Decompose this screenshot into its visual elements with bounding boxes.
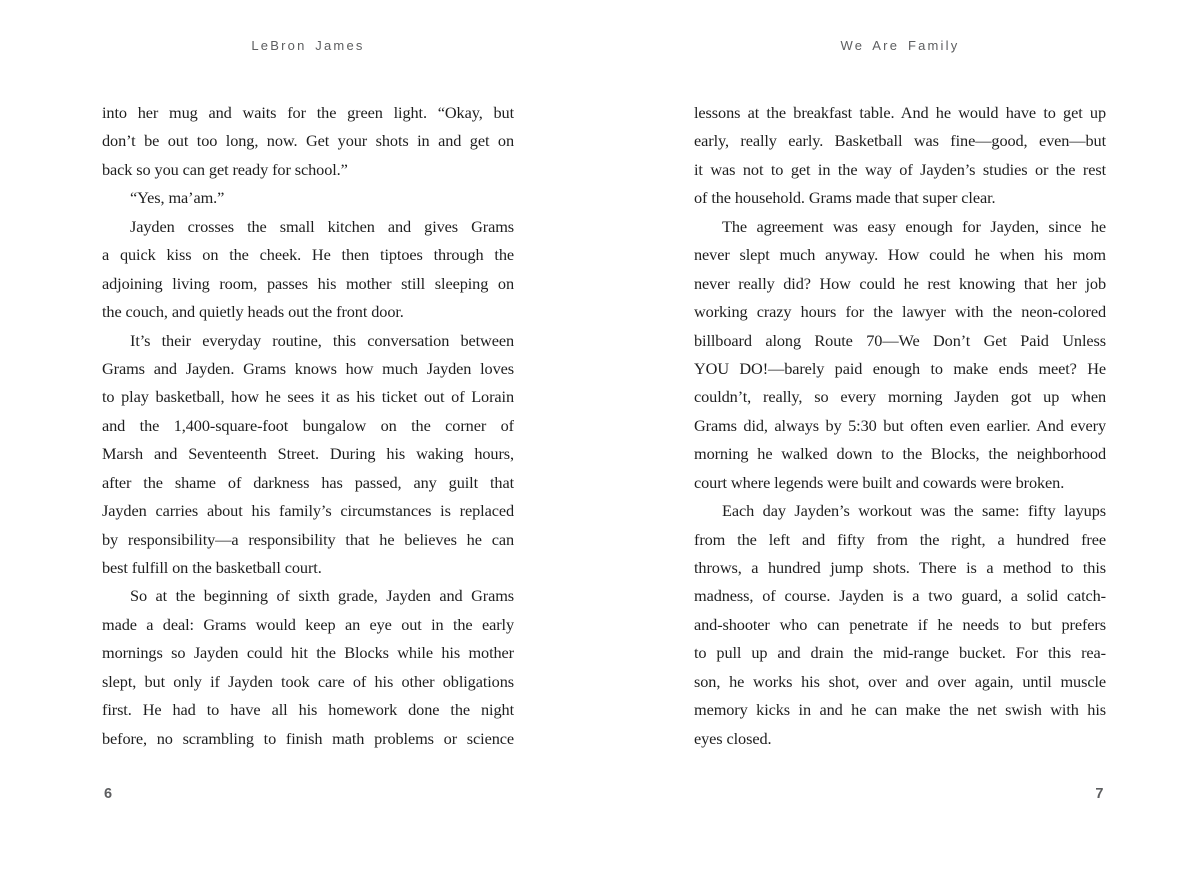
running-header-author: LeBron James [251,38,365,53]
text-line: adjoining living room, passes his mother still sleeping on [102,273,514,293]
text-line: mornings so Jayden could hit the Blocks while his mother [102,643,514,663]
text-line: best fulfill on the basketball court. [102,558,322,577]
text-line: it was not to get in the way of Jayden’s studies or the rest [694,159,1106,179]
text-line: Grams and Jayden. Grams knows how much Jayden loves [102,358,514,378]
text-line: “Yes, ma’am.” [130,188,225,208]
text-line: eyes closed. [694,728,772,748]
paragraph [694,213,1106,497]
text-line: made a deal: Grams would keep an eye out in the early [102,614,514,634]
text-line: and the 1,400-square-foot bungalow on the corner of [102,415,514,435]
text-line: court where legends were built and cowards were broken. [694,472,1065,492]
text-line: of the household. Grams made that super clear. [694,188,996,208]
paragraph [102,99,514,184]
text-line: back so you can get ready for school.” [102,159,348,179]
text-line: early, really early. Basketball was fine—good, even—but [694,131,1106,151]
text-line: Marsh and Seventeenth Street. During his waking hours, [102,444,514,464]
text-line: and-shooter who can penetrate if he needs to but prefers [694,614,1106,634]
text-line: So at the beginning of sixth grade, Jayden and Grams [130,586,514,606]
text-line: YOU DO!—barely paid enough to make ends meet? He [694,358,1106,378]
paragraph [102,327,514,583]
running-header-title: We Are Family [840,38,960,53]
text-line: first. He had to have all his homework done the night [102,700,514,720]
text-line: son, he works his shot, over and over again, until muscle [694,671,1106,691]
page-number-right: 7 [1095,786,1104,802]
text-line: Grams did, always by 5:30 but often even earlier. And every [694,415,1106,435]
page-right [694,0,1106,888]
text-line: madness, of course. Jayden is a two guard, a solid catch- [694,586,1106,606]
text-line: never slept much anyway. How could he when his mom [694,245,1106,265]
text-line: never really did? How could he rest knowing that her job [694,273,1106,293]
text-line: couldn’t, really, so every morning Jayden got up when [694,387,1106,407]
text-line: Jayden carries about his family’s circumstances is replaced [102,501,514,521]
text-line: into her mug and waits for the green light. “Okay, but [102,103,514,122]
text-line: Jayden crosses the small kitchen and gives Grams [130,216,514,236]
text-line: billboard along Route 70—We Don’t Get Paid Unless [694,330,1106,350]
text-line: The agreement was easy enough for Jayden, since he [722,216,1106,236]
text-line: morning he walked down to the Blocks, the neighborhood [694,444,1106,464]
text-line: before, no scrambling to finish math problems or science [102,728,514,748]
paragraph [694,99,1106,213]
text-line: by responsibility—a responsibility that he believes he can [102,529,514,549]
text-line: to pull up and drain the mid-range bucket. For this rea- [694,643,1106,663]
page-number-left: 6 [104,786,113,802]
paragraph [694,497,1106,753]
text-line: It’s their everyday routine, this conversation between [130,330,514,350]
page-body-right [694,99,1106,753]
text-line: working crazy hours for the lawyer with the neon-colored [694,302,1106,322]
paragraph [102,582,514,753]
text-line: memory kicks in and he can make the net swish with his [694,700,1106,720]
paragraph [102,213,514,327]
text-line: a quick kiss on the cheek. He then tiptoes through the [102,245,514,265]
text-line: the couch, and quietly heads out the front door. [102,302,404,322]
page-body-left [102,99,514,753]
paragraph [102,184,514,212]
text-line: from the left and fifty from the right, a hundred free [694,529,1106,549]
text-line: to play basketball, how he sees it as his ticket out of Lorain [102,387,514,407]
text-line: slept, but only if Jayden took care of his other obligations [102,671,514,691]
text-line: lessons at the breakfast table. And he would have to get up [694,103,1106,122]
page-left [102,0,514,888]
text-line: Each day Jayden’s workout was the same: fifty layups [722,501,1106,521]
text-line: after the shame of darkness has passed, any guilt that [102,472,514,492]
text-line: throws, a hundred jump shots. There is a method to this [694,558,1106,577]
text-line: don’t be out too long, now. Get your shots in and get on [102,131,514,151]
